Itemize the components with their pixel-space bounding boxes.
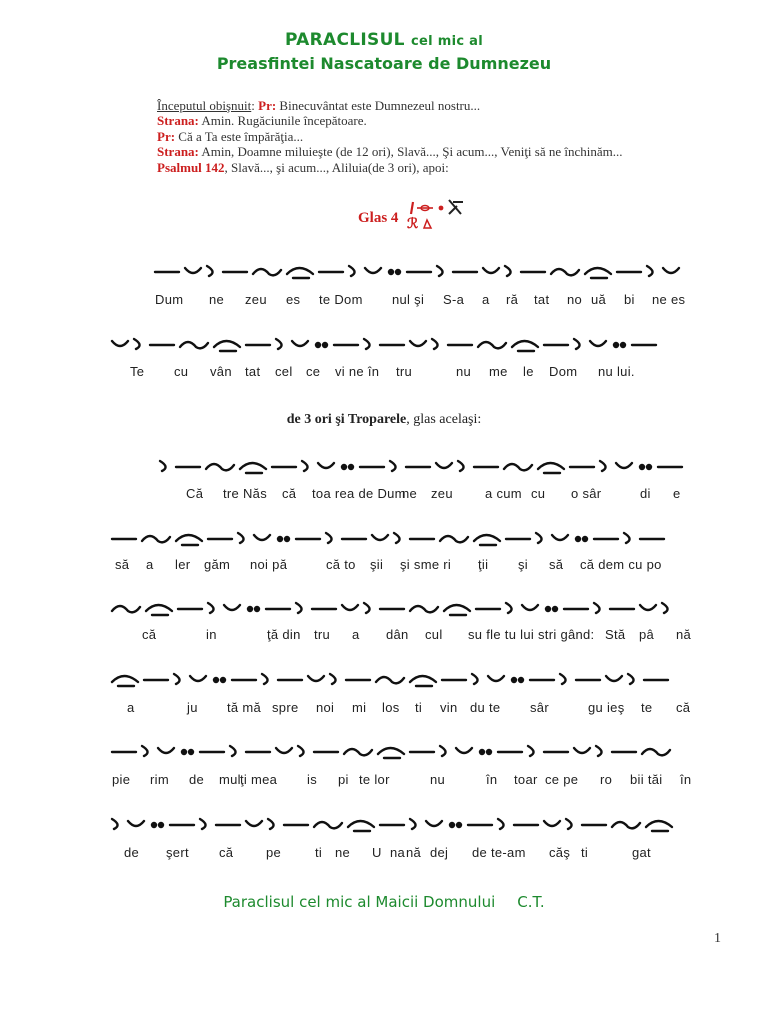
lyric-syllable: nul şi bbox=[392, 292, 425, 307]
lyric-syllable: a cum bbox=[485, 486, 522, 501]
neume-mark bbox=[546, 607, 550, 611]
neume-mark bbox=[206, 464, 234, 470]
neume-mark bbox=[296, 603, 302, 613]
lyric-syllable: nă bbox=[406, 845, 422, 860]
neume-mark bbox=[364, 339, 370, 349]
lyric-syllable: gat bbox=[632, 845, 651, 860]
priest-label: Pr: bbox=[157, 128, 176, 144]
lyric-syllable: ti bbox=[315, 845, 323, 860]
neume-mark bbox=[596, 746, 602, 756]
lyric-syllable: ţă din bbox=[267, 627, 301, 642]
lyric-syllable: de te-am bbox=[472, 845, 526, 860]
neume-mark bbox=[552, 535, 568, 540]
lyric-syllable: mul bbox=[219, 772, 241, 787]
lyric-syllable: ti bbox=[581, 845, 589, 860]
lyric-syllable: te bbox=[641, 700, 653, 715]
strana-label: Strana: bbox=[157, 113, 199, 129]
neume-mark bbox=[240, 463, 266, 469]
lyric-syllable: du te bbox=[470, 700, 501, 715]
neume-mark bbox=[174, 674, 180, 684]
neume-mark bbox=[606, 676, 622, 681]
neume-mark bbox=[330, 674, 336, 684]
lyric-syllable: că dem cu po bbox=[580, 557, 662, 572]
lyric-syllable: tru bbox=[396, 364, 413, 379]
lyric-syllable: Stă bbox=[605, 627, 626, 642]
neume-mark bbox=[642, 749, 670, 755]
lyric-syllable: gu ieş bbox=[588, 700, 625, 715]
strana-label: Strana: bbox=[157, 144, 199, 160]
lyric-syllable: te Dom bbox=[319, 292, 363, 307]
lyric-line-4 bbox=[0, 557, 768, 575]
neume-mark bbox=[298, 746, 304, 756]
lyric-syllable: noi bbox=[316, 700, 335, 715]
intro-text-3: Că a Ta este împărăţia... bbox=[175, 128, 304, 144]
lyric-syllable: Te bbox=[130, 364, 145, 379]
neume-mark bbox=[365, 268, 381, 273]
lyric-syllable: pi bbox=[338, 772, 349, 787]
lyric-syllable: toar bbox=[514, 772, 538, 787]
neume-mark bbox=[176, 535, 202, 541]
lyric-syllable: ne bbox=[402, 486, 418, 501]
neume-mark bbox=[308, 676, 324, 681]
neume-mark bbox=[276, 339, 282, 349]
lyric-syllable: noi pă bbox=[250, 557, 288, 572]
neume-mark bbox=[450, 823, 454, 827]
lyric-syllable: nu bbox=[430, 772, 446, 787]
neume-mark bbox=[426, 821, 442, 826]
neume-mark bbox=[314, 822, 342, 828]
neume-mark bbox=[504, 464, 532, 470]
lyric-syllable: o sâr bbox=[571, 486, 602, 501]
neume-mark bbox=[505, 266, 511, 276]
neume-mark bbox=[128, 821, 144, 826]
lyric-syllable: tru bbox=[314, 627, 331, 642]
neume-mark bbox=[432, 339, 438, 349]
neume-mark bbox=[621, 343, 625, 347]
intro-colon: : bbox=[251, 98, 259, 113]
lyric-syllable: tat bbox=[245, 364, 261, 379]
neume-mark bbox=[342, 465, 346, 469]
neume-mark bbox=[376, 677, 404, 683]
neume-mark bbox=[142, 746, 148, 756]
neume-mark bbox=[221, 678, 225, 682]
lyric-syllable: no bbox=[567, 292, 583, 307]
neume-mark bbox=[512, 678, 516, 682]
lyric-syllable: să bbox=[115, 557, 130, 572]
neume-mark bbox=[160, 461, 166, 471]
lyric-syllable: că bbox=[142, 627, 157, 642]
lyric-syllable: ţii bbox=[478, 557, 489, 572]
neume-mark bbox=[538, 463, 564, 469]
lyric-line-8 bbox=[0, 845, 768, 863]
neume-mark bbox=[590, 341, 606, 346]
troparele-heading bbox=[0, 412, 768, 428]
lyric-syllable: bi bbox=[624, 292, 635, 307]
lyric-syllable: zeu bbox=[245, 292, 267, 307]
neume-mark bbox=[594, 603, 600, 613]
neume-mark bbox=[544, 821, 560, 826]
lyric-syllable: ră bbox=[506, 292, 519, 307]
lyric-syllable: ţi mea bbox=[240, 772, 278, 787]
lyric-syllable: că bbox=[676, 700, 691, 715]
lyric-syllable: su fle tu lui bbox=[468, 627, 535, 642]
lyric-syllable: ju bbox=[187, 700, 198, 715]
neume-mark bbox=[487, 750, 491, 754]
lyric-line-3 bbox=[0, 486, 768, 504]
neume-mark bbox=[344, 749, 372, 755]
neume-mark bbox=[292, 341, 308, 346]
neume-mark bbox=[230, 746, 236, 756]
intro-text-2: Amin. Rugăciunile începătoare. bbox=[198, 113, 367, 129]
lyric-syllable: Că bbox=[186, 486, 204, 501]
lyric-syllable: ce bbox=[306, 364, 321, 379]
footer-title: Paraclisul cel mic al Maicii Domnului bbox=[223, 893, 496, 911]
neume-mark bbox=[478, 342, 506, 348]
neume-mark bbox=[640, 465, 644, 469]
troparele-prefix: de 3 ori şi bbox=[286, 412, 348, 427]
lyric-syllable: is bbox=[307, 772, 317, 787]
neume-mark bbox=[285, 537, 289, 541]
lyric-line-6 bbox=[0, 700, 768, 718]
neume-mark bbox=[444, 605, 470, 611]
neume-mark bbox=[248, 607, 252, 611]
lyric-syllable: me bbox=[489, 364, 508, 379]
lyric-syllable: şii bbox=[370, 557, 384, 572]
neume-mark bbox=[553, 607, 557, 611]
glas-label: Glas 4 bbox=[358, 210, 399, 226]
neume-mark bbox=[396, 270, 400, 274]
lyric-syllable: te lor bbox=[359, 772, 390, 787]
lyric-syllable: ne es bbox=[652, 292, 686, 307]
lyric-syllable: în bbox=[486, 772, 498, 787]
neume-mark bbox=[348, 821, 374, 827]
neume-mark bbox=[612, 822, 640, 828]
lyric-syllable: căş bbox=[549, 845, 571, 860]
neume-mark bbox=[488, 676, 504, 681]
neume-mark bbox=[457, 823, 461, 827]
neume-mark bbox=[536, 533, 542, 543]
neume-mark bbox=[152, 823, 156, 827]
lyric-syllable: sâr bbox=[530, 700, 549, 715]
neume-mark bbox=[474, 535, 500, 541]
neume-mark bbox=[224, 605, 240, 610]
lyric-syllable: a bbox=[146, 557, 154, 572]
neume-mark bbox=[640, 605, 656, 610]
lyric-syllable: vi ne în bbox=[335, 364, 380, 379]
lyric-syllable: bii tăi bbox=[630, 772, 663, 787]
neume-mark bbox=[323, 343, 327, 347]
neume-mark bbox=[616, 463, 632, 468]
lyric-syllable: vân bbox=[210, 364, 232, 379]
lyric-syllable: Dum bbox=[155, 292, 184, 307]
neume-mark bbox=[238, 533, 244, 543]
lyric-syllable: a bbox=[127, 700, 135, 715]
neume-mark bbox=[316, 343, 320, 347]
footer bbox=[0, 893, 768, 911]
neume-mark bbox=[112, 341, 128, 346]
lyric-syllable: vin bbox=[440, 700, 458, 715]
neume-mark bbox=[498, 819, 504, 829]
neume-mark bbox=[436, 463, 452, 468]
page-number: 1 bbox=[714, 931, 721, 946]
lyric-syllable: nu lui. bbox=[598, 364, 635, 379]
neume-mark bbox=[142, 536, 170, 542]
neume-mark bbox=[410, 606, 438, 612]
neume-mark bbox=[349, 266, 355, 276]
intro-label: Începutul obişnuit bbox=[157, 98, 252, 113]
lyric-syllable: nă bbox=[676, 627, 692, 642]
neume-mark bbox=[190, 676, 206, 681]
neume-mark bbox=[214, 678, 218, 682]
neume-mark bbox=[262, 674, 268, 684]
lyric-syllable: S-a bbox=[443, 292, 465, 307]
lyric-syllable: le bbox=[523, 364, 534, 379]
lyric-syllable: stri gând: bbox=[538, 627, 595, 642]
neume-mark bbox=[278, 537, 282, 541]
intro-text-4: Amin, Doamne miluieşte (de 12 ori), Slavă..., Şi acum..., Veniţi să ne închinăm... bbox=[198, 144, 623, 160]
neume-mark bbox=[390, 461, 396, 471]
neume-mark bbox=[254, 535, 270, 540]
title-small: cel mic al bbox=[411, 34, 483, 49]
lyric-syllable: în bbox=[680, 772, 692, 787]
neume-mark bbox=[389, 270, 393, 274]
footer-initials: C.T. bbox=[517, 893, 545, 911]
neume-mark bbox=[624, 533, 630, 543]
lyric-line-2 bbox=[0, 364, 768, 382]
neume-mark bbox=[583, 537, 587, 541]
lyric-syllable: de bbox=[189, 772, 205, 787]
neume-mark bbox=[214, 341, 240, 347]
neume-mark bbox=[574, 339, 580, 349]
neume-mark bbox=[246, 821, 262, 826]
lyric-line-5 bbox=[0, 627, 768, 645]
lyric-syllable: uă bbox=[591, 292, 607, 307]
neume-mark bbox=[506, 603, 512, 613]
priest-label: Pr: bbox=[258, 98, 277, 113]
psalm-label: Psalmul 142 bbox=[157, 159, 225, 175]
neume-mark bbox=[378, 748, 404, 754]
lyric-syllable: dân bbox=[386, 627, 409, 642]
lyric-syllable: zeu bbox=[431, 486, 453, 501]
lyric-syllable: es bbox=[286, 292, 301, 307]
neume-mark bbox=[662, 603, 668, 613]
neume-mark bbox=[646, 821, 672, 827]
neume-mark bbox=[112, 606, 140, 612]
neume-mark bbox=[472, 674, 478, 684]
lyric-syllable: Dom bbox=[549, 364, 578, 379]
neume-mark bbox=[207, 266, 213, 276]
lyric-line-7 bbox=[0, 772, 768, 790]
neume-mark bbox=[182, 750, 186, 754]
neume-mark bbox=[302, 461, 308, 471]
lyric-syllable: şi sme ri bbox=[400, 557, 452, 572]
lyric-syllable: şi bbox=[518, 557, 528, 572]
lyric-syllable: toa rea de Dum bbox=[312, 486, 406, 501]
neume-mark bbox=[253, 269, 281, 275]
neume-mark bbox=[326, 533, 332, 543]
lyric-syllable: dej bbox=[430, 845, 449, 860]
neume-mark bbox=[647, 266, 653, 276]
lyric-syllable: rim bbox=[150, 772, 169, 787]
lyric-syllable: tă mă bbox=[227, 700, 262, 715]
lyric-line-1 bbox=[0, 292, 768, 310]
neume-mark bbox=[268, 819, 274, 829]
lyric-syllable: că bbox=[219, 845, 234, 860]
lyric-syllable: e bbox=[673, 486, 681, 501]
neume-mark bbox=[180, 342, 208, 348]
lyric-syllable: cu bbox=[531, 486, 546, 501]
neume-mark bbox=[208, 603, 214, 613]
lyric-syllable: că to bbox=[326, 557, 356, 572]
lyric-syllable: mi bbox=[352, 700, 367, 715]
lyric-syllable: a bbox=[482, 292, 490, 307]
neume-mark bbox=[189, 750, 193, 754]
lyric-syllable: ler bbox=[175, 557, 191, 572]
neume-mark bbox=[576, 537, 580, 541]
neume-mark bbox=[372, 535, 388, 540]
troparele-suffix: , glas acelaşi: bbox=[406, 412, 482, 427]
neume-mark bbox=[574, 748, 590, 753]
neume-mark bbox=[614, 343, 618, 347]
neume-mark bbox=[112, 676, 138, 682]
lyric-syllable: ce pe bbox=[545, 772, 579, 787]
neume-mark bbox=[410, 676, 436, 682]
lyric-syllable: pie bbox=[112, 772, 131, 787]
lyric-syllable: şert bbox=[166, 845, 189, 860]
neume-mark bbox=[628, 674, 634, 684]
neume-mark bbox=[146, 605, 172, 611]
lyric-syllable: că bbox=[282, 486, 297, 501]
neume-mark bbox=[185, 268, 201, 273]
lyric-syllable: ne bbox=[209, 292, 225, 307]
intro-text-1: Binecuvântat este Dumnezeul nostru... bbox=[276, 98, 481, 113]
lyric-syllable: di bbox=[640, 486, 651, 501]
page-subtitle: Preasfintei Nascatoare de Dumnezeu bbox=[216, 54, 552, 73]
neume-mark bbox=[158, 748, 174, 753]
neume-mark bbox=[287, 268, 313, 274]
lyric-syllable: ro bbox=[600, 772, 613, 787]
neume-mark bbox=[480, 750, 484, 754]
intro-text-5: , Slavă..., şi acum..., Aliluia(de 3 ori), apoi: bbox=[224, 159, 449, 175]
neume-mark bbox=[159, 823, 163, 827]
lyric-syllable: ti bbox=[415, 700, 423, 715]
neume-mark bbox=[519, 678, 523, 682]
neume-mark bbox=[483, 268, 499, 273]
lyric-syllable: U bbox=[372, 845, 382, 860]
neume-mark bbox=[318, 463, 334, 468]
neume-mark bbox=[456, 748, 472, 753]
lyric-syllable: los bbox=[382, 700, 400, 715]
neume-mark bbox=[512, 341, 538, 347]
neume-mark bbox=[566, 819, 572, 829]
neume-mark bbox=[410, 819, 416, 829]
lyric-syllable: ne bbox=[335, 845, 351, 860]
neume-mark bbox=[440, 536, 468, 542]
neume-mark bbox=[440, 746, 446, 756]
neume-mark bbox=[551, 269, 579, 275]
neume-mark bbox=[522, 605, 538, 610]
neume-mark bbox=[394, 533, 400, 543]
neume-mark bbox=[560, 674, 566, 684]
lyric-syllable: in bbox=[206, 627, 217, 642]
neume-mark bbox=[410, 341, 426, 346]
neume-mark bbox=[200, 819, 206, 829]
lyric-syllable: a bbox=[352, 627, 360, 642]
lyric-syllable: cu bbox=[174, 364, 189, 379]
neume-mark bbox=[349, 465, 353, 469]
lyric-syllable: nu bbox=[456, 364, 472, 379]
neume-mark bbox=[528, 746, 534, 756]
lyric-syllable: de bbox=[124, 845, 140, 860]
neume-mark bbox=[663, 268, 679, 273]
neume-mark bbox=[342, 605, 358, 610]
lyric-syllable: găm bbox=[204, 557, 231, 572]
lyric-syllable: tat bbox=[534, 292, 550, 307]
lyric-syllable: cul bbox=[425, 627, 443, 642]
lyric-syllable: pâ bbox=[639, 627, 655, 642]
neume-mark bbox=[437, 266, 443, 276]
neume-mark bbox=[600, 461, 606, 471]
lyric-syllable: cel bbox=[275, 364, 293, 379]
neume-mark bbox=[585, 268, 611, 274]
lyric-syllable: spre bbox=[272, 700, 299, 715]
title-main: PARACLISUL bbox=[284, 30, 405, 50]
troparele-bold: Troparele bbox=[347, 412, 407, 427]
svg-text:ℛ: ℛ bbox=[407, 216, 419, 232]
neume-mark bbox=[134, 339, 140, 349]
lyric-syllable: tre Năs bbox=[223, 486, 268, 501]
neume-mark bbox=[458, 461, 464, 471]
neume-mark bbox=[276, 748, 292, 753]
neume-mark bbox=[255, 607, 259, 611]
neume-mark bbox=[112, 819, 118, 829]
lyric-syllable: să bbox=[549, 557, 564, 572]
lyric-syllable: pe bbox=[266, 845, 282, 860]
neume-mark bbox=[364, 603, 370, 613]
lyric-syllable: na bbox=[390, 845, 406, 860]
neume-mark bbox=[647, 465, 651, 469]
